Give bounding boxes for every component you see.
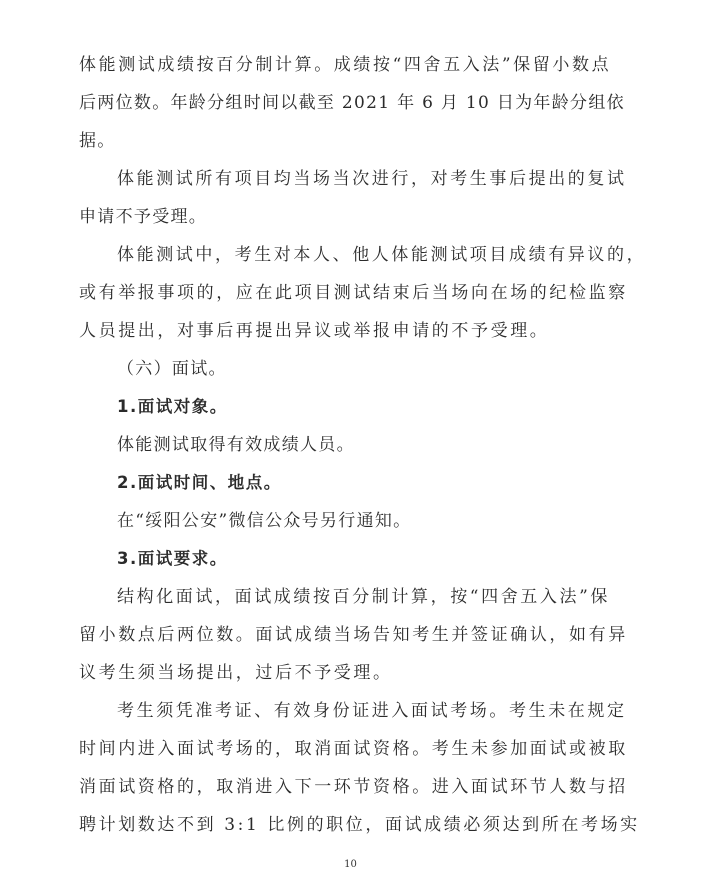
paragraph-line: 消面试资格的，取消进入下一环节资格。进入面试环节人数与招: [79, 777, 628, 797]
section-heading: （六）面试。: [117, 359, 227, 379]
paragraph-line: 据。: [79, 131, 116, 151]
paragraph-line: 体能测试成绩按百分制计算。成绩按“四舍五入法”保留小数点: [79, 55, 612, 75]
paragraph-line: 后两位数。年龄分组时间以截至 2021 年 6 月 10 日为年龄分组依: [79, 93, 625, 113]
subsection-heading: 3.面试要求。: [117, 549, 228, 568]
paragraph-line: 体能测试取得有效成绩人员。: [117, 435, 355, 455]
paragraph-line: 人员提出，对事后再提出异议或举报申请的不予受理。: [79, 321, 550, 341]
paragraph-line: 考生须凭准考证、有效身份证进入面试考场。考生未在规定: [117, 701, 627, 721]
page-number: 10: [344, 859, 357, 870]
paragraph-line: 聘计划数达不到 3:1 比例的职位，面试成绩必须达到所在考场实: [79, 815, 640, 835]
subsection-heading: 2.面试时间、地点。: [117, 473, 282, 492]
paragraph-line: 议考生须当场提出，过后不予受理。: [79, 663, 393, 683]
paragraph-line: 体能测试中，考生对本人、他人体能测试项目成绩有异议的，: [117, 245, 647, 265]
subsection-heading: 1.面试对象。: [117, 397, 228, 416]
paragraph-line: 结构化面试，面试成绩按百分制计算，按“四舍五入法”保: [117, 587, 610, 607]
paragraph-line: 在“绥阳公安”微信公众号另行通知。: [117, 511, 412, 531]
paragraph-line: 留小数点后两位数。面试成绩当场告知考生并签证确认，如有异: [79, 625, 628, 645]
paragraph-line: 体能测试所有项目均当场当次进行，对考生事后提出的复试: [117, 169, 627, 189]
paragraph-line: 或有举报事项的，应在此项目测试结束后当场向在场的纪检监察: [79, 283, 628, 303]
paragraph-line: 时间内进入面试考场的，取消面试资格。考生未参加面试或被取: [79, 739, 628, 759]
paragraph-line: 申请不予受理。: [79, 207, 208, 227]
